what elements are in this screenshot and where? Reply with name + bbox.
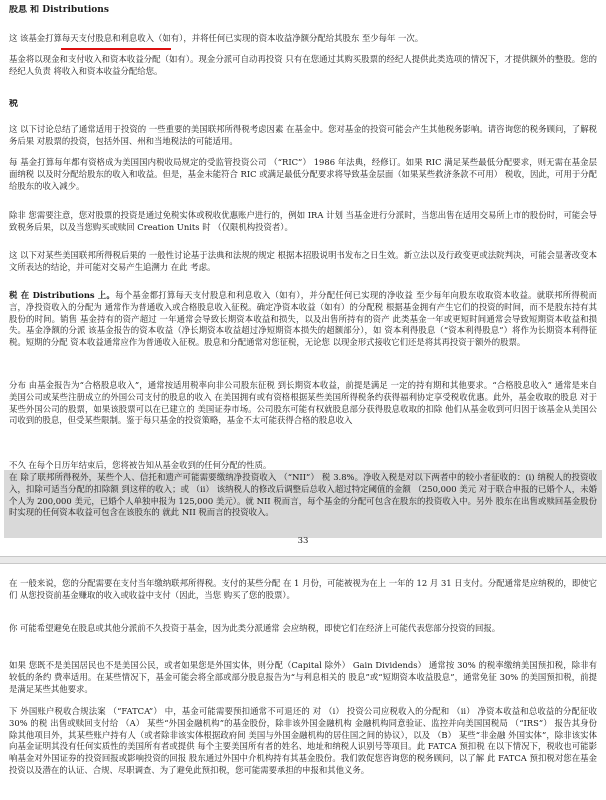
- red-underline-mark: [61, 48, 171, 50]
- para-reinvest: 基金将以现金和支付收入和资本收益分配（如有）。现金分派可自动再投资 只有在您通过其购买股票的经纪人提供此类选项的情况下，才提供额外的整股。您的经纪人负责 将收入和资本收益分配给您。: [9, 54, 597, 76]
- heading-distributions: 股息 和 Distributions: [9, 5, 109, 15]
- para-foreign: 如果 您既不是美国居民也不是美国公民，或者如果您是外国实体，则分配（Capital 除外） Gain Dividends） 通常按 30% 的税率缴纳美国预扣税，除非有较低的条约 费率适用。在某些情况下，基金可能会将全部或部分股息报告为“与利息相关的 股息”或“短期资本收益股息”，通常免征 30% 的美国预扣税，前提是满足某些其他要求。: [9, 660, 597, 694]
- heading-taxes: 税: [9, 99, 19, 109]
- para-january: 在 一般来说，您的分配需要在支付当年缴纳联邦所得税。支付的某些分配 在 1 月份，可能被视为在上 一年的 12 月 31 日支付。分配通常是应纳税的，即使它们 从您投资前基金赚取的收入或收益中支付（因此，当您 购买了您的股票）。: [9, 578, 597, 600]
- para-not-taxed: 不久 在每个日历年结束后，您将被告知从基金收到的任何分配的性质。: [9, 460, 272, 470]
- para-tax-on-distributions: [9, 290, 597, 376]
- para-avoid: 你 可能希望避免在股息或其他分派前不久投资于基金，因为此类分派通常 会应纳税，即使它们在经济上可能代表您部分投资的回报。: [9, 623, 501, 633]
- para-law: 这 以下对某些美国联邦所得税后果的 一般性讨论基于法典和法规的规定 根据本招股说明书发布之日生效。新立法以及行政变更或法院判决，可能会显著改变本文所表达的结论，并可能对交易产生追溯力 在此 考虑。: [9, 250, 597, 272]
- para-fatca: 下 外国账户税收合规法案 （“FATCA”） 中，基金可能需要预扣通常不可退还的 对 （i） 投资公司应税收入的分配和 （ii） 净资本收益和总收益的分配征收 30% 的税 出售或赎回支付给 （A） 某些“外国金融机构”的基金股份，除非该外国金融机构 金融机构同意验证、监控并向美国国税局 （“IRS”） 报告其身份 除其他项目外，其某些账户持有人（或者除非该实体根据政府间 美国与外国金融机构的居住国之间的协议），以及 （B） 某些“非金融 外国实体”，除非该实体向基金证明其没有任何实质性的美国所有者或提供 每个主要美国所有者的姓名、地址和纳税人识别号等项目。此 FATCA 预扣税 在以下情况下，税收也可能影响基金对外国证券的投资回报或影响投资的回报 股东通过外国中介机构持有其基金股份。我们敦促您咨询您的税务顾问，以了解 此 FATCA 预扣税对您在基金投资以及潜在的认证、合规、尽职调查、为了避免此预扣税，您可能需要承担的申报和其他义务。: [9, 706, 597, 775]
- page-number: 33: [297, 536, 309, 546]
- para-ira: 除非 您需要注意，您对股票的投资是通过免税实体或税收优惠账户进行的，例如 IRA 计划 当基金进行分派时，当您出售在适用交易所上市的股份时，可能会导致税务后果，以及当您购买或赎回 Creation Units 时 （仅限机构投资者）。: [9, 210, 597, 232]
- para-qualified-dividends: 分布 由基金报告为“合格股息收入”，通常按适用税率向非公司股东征税 到长期资本收益，前提是满足 一定的持有期和其他要求。“合格股息收入” 通常是来自美国公司或某些注册成立的外国公司支付的股息的收入 在美国拥有或有资格根据某些美国所得税条约获得福利协定享受税收优惠。此外，基金收取的股息 对于某些外国公司的股票，如果该股票可以在已建立的 美国证券市场。公司股东可能有权就股息部分获得股息收取的扣除 他们从基金收到可归因于该基金从美国公司收到的股息，但受某些限制。鉴于每只基金的投资策略，基金不太可能获得合格的股息收入: [9, 380, 597, 426]
- para-tax-on-dist-label: 税 在 Distributions 上。: [9, 290, 116, 300]
- para-ric: 每 基金打算每年都有资格成为美国国内税收局规定的受监管投资公司 （“RIC”） 1986 年法典，经修订。如果 RIC 满足某些最低分配要求，则无需在基金层面纳税 以及时分配给股东的收入和收益。但是，基金未能符合 RIC 或满足最低分配要求将导致基金层面（如果某些救济条款不可用） 税收，因此，可用于分配给股东的收入减少。: [9, 157, 597, 191]
- para-tax-on-dist-text: 每个基金都打算每天支付股息和利息收入（如有），并分配任何已实现的净收益 至少每年向股东收取资本收益。就联邦所得税而言，净投资收入的分配为 通常作为普通收入或合格股息收入征税。确定净资本收益（如有）的分配税 根据基金拥有产生它们的投资的时间，而不是股东持有其股份的时间。销售 基金持有的资产超过 一年通常会导致长期资本收益和损失，以及出售所持有的资产 此类基金一年或更短时间通常会导致短期资本收益和损失。基金净额的分派 该基金报告的资本收益（净长期资本收益超过净短期资本损失的超额部分），如 资本利得股息（“资本利得股息”）将作为长期资本利得征税。短期的分配 资本收益通常应作为普通收入征税。股息和分配通常对您征税，无论您 以现金形式接收它们还是将其再投资于额外的股票。: [9, 290, 597, 348]
- para-dividends: 这 该基金打算每天支付股息和利息收入（如有），并将任何已实现的资本收益净额分配给其股东 至少每年 一次。: [9, 33, 424, 43]
- page-separator: [0, 556, 606, 564]
- para-nii: 在 除了联邦所得税外，某些个人、信托和遗产可能需要缴纳净投资收入 （“NII”） 税 3.8%。净收入税是对以下两者中的较小者征收的：(i) 纳税人的投资收入，扣除可适当分配的扣除额 到这样的收入；或 （ii） 该纳税人的修改后调整后总收入超过特定阈值的金额 （250,000 美元 对于联合申报的已婚个人，未婚个人为 200,000 美元，已婚个人单独申报为 125,000 美元）。就 NII 税而言，每个基金的分配可包含在股东的投资收入中。另外 股东在出售或赎回基金股份时实现的任何资本收益可包含在该股东的 就此 NII 税而言的投资收入。: [9, 472, 597, 518]
- para-tax-intro: 这 以下讨论总结了通常适用于投资的 一些重要的美国联邦所得税考虑因素 在基金中。您对基金的投资可能会产生其他税务影响。请咨询您的税务顾问，了解税务后果 对股票的投资，包括外国、州和当地税法的可能适用。: [9, 124, 597, 146]
